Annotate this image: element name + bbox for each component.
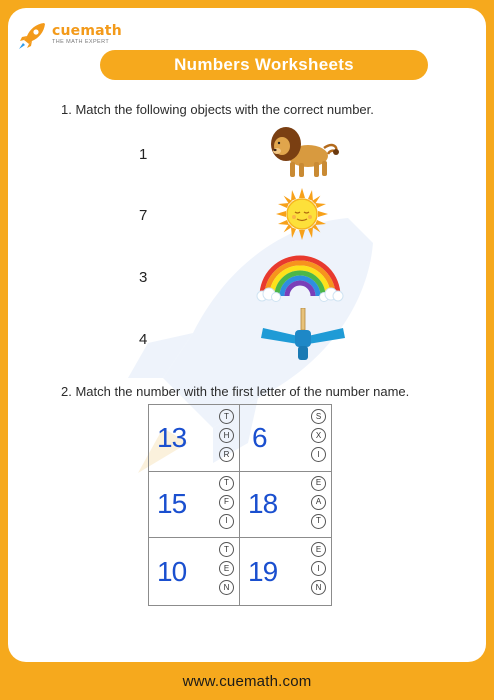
grid-number: 6 bbox=[252, 421, 267, 453]
grid-number: 10 bbox=[157, 555, 187, 587]
letter-option[interactable]: T bbox=[311, 514, 326, 529]
letter-option[interactable]: I bbox=[311, 447, 326, 462]
letter-option[interactable]: I bbox=[311, 561, 326, 576]
letter-option[interactable]: T bbox=[219, 476, 234, 491]
letter-options bbox=[219, 542, 234, 595]
match-number-4: 4 bbox=[139, 331, 148, 348]
letter-option[interactable]: I bbox=[219, 514, 234, 529]
sun-image bbox=[276, 188, 328, 240]
letter-options bbox=[311, 409, 326, 462]
letter-option[interactable]: S bbox=[311, 409, 326, 424]
cuemath-logo[interactable] bbox=[18, 20, 122, 50]
grid-cell bbox=[149, 538, 240, 605]
letter-option[interactable]: T bbox=[219, 542, 234, 557]
letter-option[interactable]: E bbox=[311, 476, 326, 491]
question-1-text: 1. Match the following objects with the correct number. bbox=[61, 102, 374, 117]
letter-options bbox=[219, 476, 234, 529]
grid-number: 18 bbox=[248, 488, 278, 520]
rocket-logo-icon bbox=[18, 20, 48, 50]
page-title: Numbers Worksheets bbox=[100, 50, 428, 80]
grid-cell bbox=[240, 472, 331, 539]
rainbow-image bbox=[254, 252, 346, 302]
letter-option[interactable]: N bbox=[311, 580, 326, 595]
number-letter-grid bbox=[148, 404, 332, 606]
match-number-3: 3 bbox=[139, 269, 148, 286]
letter-option[interactable]: N bbox=[219, 580, 234, 595]
letter-options bbox=[219, 409, 234, 462]
match-number-2: 7 bbox=[139, 207, 148, 224]
letter-options bbox=[311, 542, 326, 595]
letter-option[interactable]: H bbox=[219, 428, 234, 443]
grid-cell bbox=[240, 405, 331, 472]
grid-number: 19 bbox=[248, 555, 278, 587]
letter-option[interactable]: E bbox=[311, 542, 326, 557]
grid-number: 13 bbox=[157, 421, 187, 453]
match-number-1: 1 bbox=[139, 146, 148, 163]
grid-cell bbox=[149, 405, 240, 472]
letter-option[interactable]: X bbox=[311, 428, 326, 443]
logo-tagline: THE MATH EXPERT bbox=[52, 39, 110, 46]
grid-number: 15 bbox=[157, 488, 187, 520]
letter-options bbox=[311, 476, 326, 529]
lion-image bbox=[266, 122, 340, 180]
letter-option[interactable]: A bbox=[311, 495, 326, 510]
footer-url[interactable]: www.cuemath.com bbox=[182, 672, 312, 690]
grid-cell bbox=[149, 472, 240, 539]
grid-cell bbox=[240, 538, 331, 605]
letter-option[interactable]: E bbox=[219, 561, 234, 576]
letter-option[interactable]: R bbox=[219, 447, 234, 462]
logo-name: cuemath bbox=[52, 23, 122, 40]
letter-option[interactable]: T bbox=[219, 409, 234, 424]
letter-option[interactable]: F bbox=[219, 495, 234, 510]
worksheet-page bbox=[8, 8, 486, 662]
ceiling-fan-image bbox=[258, 308, 348, 364]
question-2-text: 2. Match the number with the first letter of the number name. bbox=[61, 384, 410, 399]
